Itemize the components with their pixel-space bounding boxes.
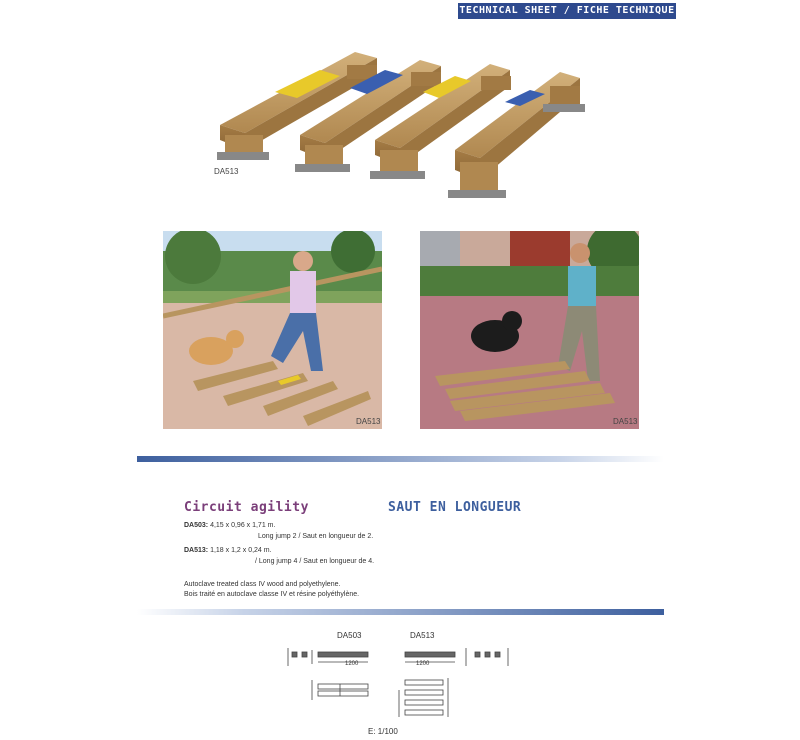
right-photo-code: DA513	[613, 417, 638, 426]
photo-man-with-dog	[163, 231, 382, 429]
spec-da503-code: DA503:	[184, 522, 209, 529]
da513-plan	[399, 678, 448, 717]
dimension-1200-da513: 1200	[416, 661, 430, 667]
dimension-1200-da503: 1200	[345, 661, 359, 667]
technical-drawings	[280, 640, 520, 725]
hero-product-code: DA513	[214, 167, 239, 176]
spec-da503	[184, 522, 275, 529]
spec-da513-desc: / Long jump 4 / Saut en longueur de 4.	[255, 558, 375, 565]
material-english: Autoclave treated class IV wood and polyethylene.	[184, 581, 341, 588]
title-english: Circuit agility	[184, 500, 309, 515]
spec-da513-dims: 1,18 x 1,2 x 0,24 m.	[208, 547, 272, 554]
divider-bar-bottom	[137, 609, 664, 615]
left-photo-code: DA513	[356, 417, 381, 426]
da513-elevation	[405, 652, 455, 662]
drawing-scale: E: 1/100	[368, 727, 398, 736]
photo-woman-with-dog	[420, 231, 639, 429]
technical-sheet-badge: TECHNICAL SHEET / FICHE TECHNIQUE	[458, 3, 676, 19]
divider-bar-top	[137, 456, 664, 462]
drawing-label-da513: DA513	[410, 631, 435, 640]
da513-side-view	[466, 648, 508, 666]
spec-da513	[184, 547, 272, 554]
da503-elevation	[318, 652, 368, 662]
material-french: Bois traité en autoclave classe IV et résine polyéthylène.	[184, 591, 360, 598]
drawing-label-da503: DA503	[337, 631, 362, 640]
da503-plan	[312, 680, 368, 700]
spec-da503-dims: 4,15 x 0,96 x 1,71 m.	[208, 522, 276, 529]
hero-product-render	[205, 40, 605, 205]
da503-side-view	[288, 648, 312, 666]
spec-da513-code: DA513:	[184, 547, 209, 554]
title-french: SAUT EN LONGUEUR	[388, 500, 522, 515]
spec-da503-desc: Long jump 2 / Saut en longueur de 2.	[258, 533, 374, 540]
